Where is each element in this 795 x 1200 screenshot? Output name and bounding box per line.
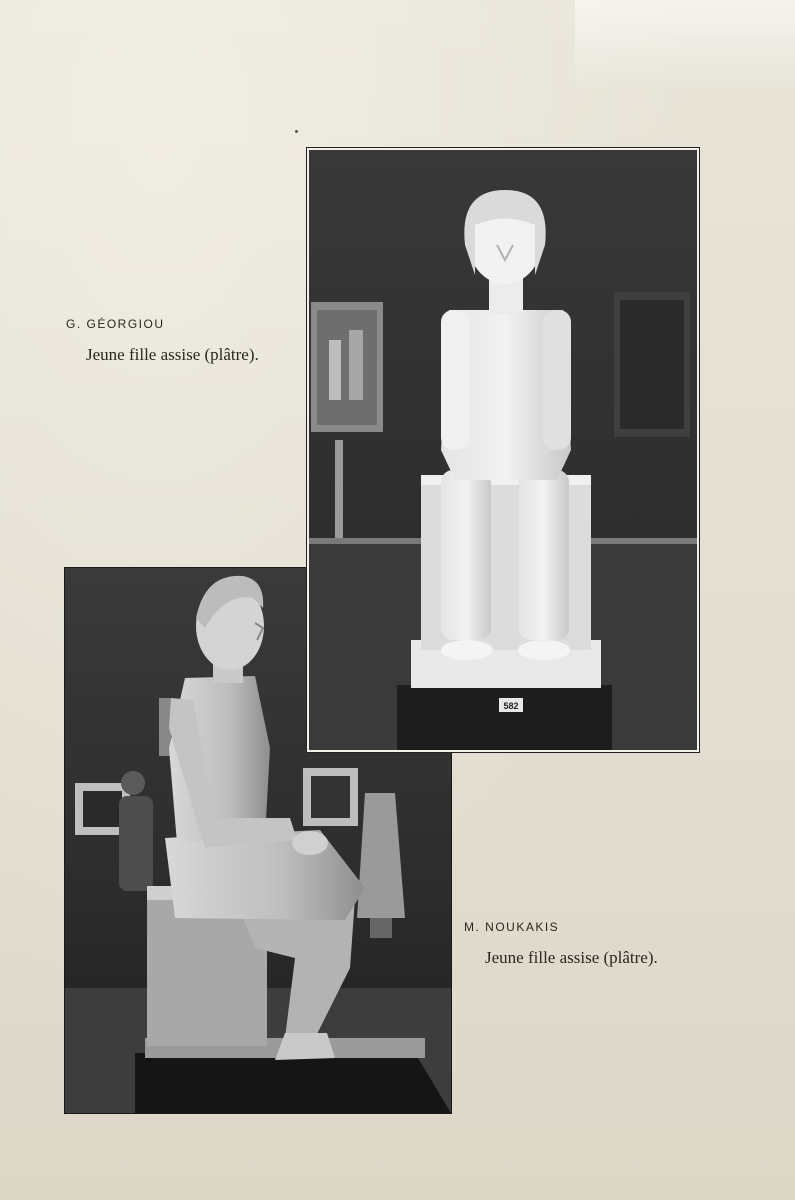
pedestal-number: 582 <box>503 701 519 711</box>
plate-2-artist: M. NOUKAKIS <box>464 920 560 934</box>
plate-2-title: Jeune fille assise (plâtre). <box>485 948 658 967</box>
print-speck <box>295 130 298 133</box>
standing-seated-sculpture-photo-icon <box>309 150 697 750</box>
plate-1-artist: G. GÉORGIOU <box>66 317 165 331</box>
plate-1-photo <box>307 148 699 752</box>
plate-1-title: Jeune fille assise (plâtre). <box>86 345 259 364</box>
